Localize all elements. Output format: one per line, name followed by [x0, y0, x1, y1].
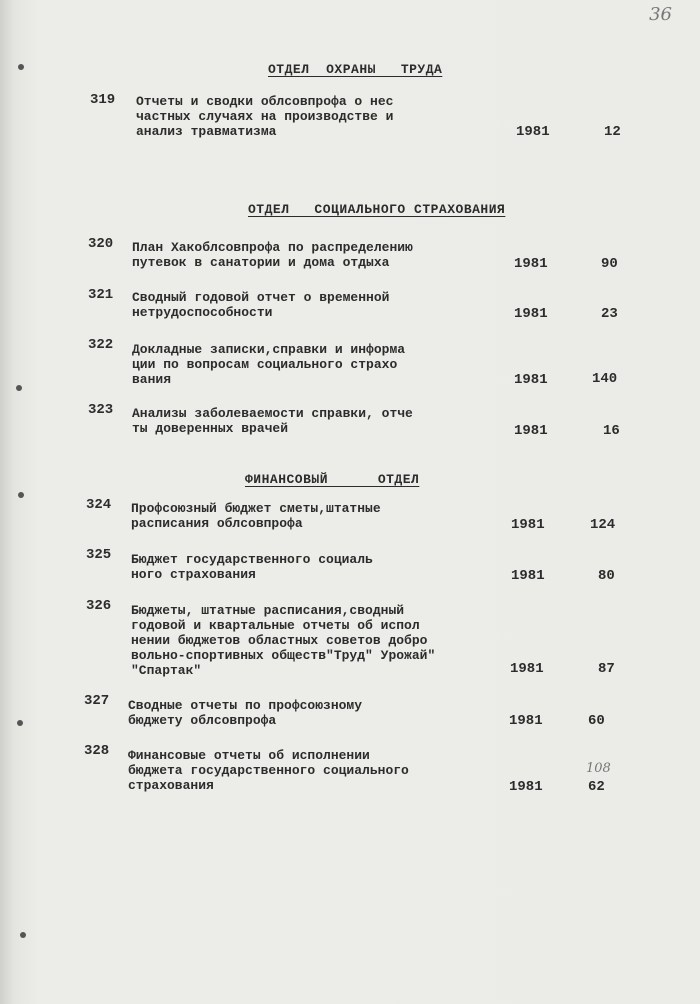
- entry-year: 1981: [511, 568, 545, 584]
- list-item: [0, 598, 700, 678]
- entry-year: 1981: [511, 517, 545, 533]
- entry-number: 327: [84, 693, 110, 709]
- entry-description: Анализы заболеваемости справки, отче ты доверенных врачей: [132, 406, 413, 436]
- section-heading-finance: ФИНАНСОВЫЙ ОТДЕЛ: [245, 472, 420, 487]
- entry-count: 140: [592, 371, 618, 387]
- page-number: 36: [649, 4, 672, 25]
- list-item: [0, 743, 700, 803]
- entry-count: 12: [604, 124, 621, 140]
- entry-count: 60: [588, 713, 605, 729]
- entry-count: 62: [588, 779, 605, 795]
- entry-count: 16: [603, 423, 620, 439]
- entry-description: Финансовые отчеты об исполнении бюджета государственного социального страхования: [128, 748, 409, 793]
- entry-year: 1981: [509, 779, 543, 795]
- section-heading-social-insurance: ОТДЕЛ СОЦИАЛЬНОГО СТРАХОВАНИЯ: [248, 202, 506, 217]
- entry-number: 328: [84, 743, 110, 759]
- entry-year: 1981: [514, 372, 548, 388]
- entry-count: 23: [601, 306, 618, 322]
- entry-description: Сводные отчеты по профсоюзному бюджету облсовпрофа: [128, 698, 363, 728]
- entry-number: 319: [90, 92, 116, 108]
- hole-punch-mark: [20, 932, 26, 938]
- entry-count: 80: [598, 568, 615, 584]
- entry-number: 322: [88, 337, 114, 353]
- entry-year: 1981: [516, 124, 550, 140]
- entry-count: 87: [598, 661, 615, 677]
- handwritten-annotation: 108: [586, 761, 611, 776]
- list-item: [0, 337, 700, 397]
- entry-description: Докладные записки,справки и информа ции по вопросам социального страхо вания: [132, 342, 406, 387]
- entry-description: Сводный годовой отчет о временной нетрудоспособности: [132, 290, 390, 320]
- entry-year: 1981: [514, 256, 548, 272]
- list-item: [0, 402, 700, 462]
- entry-description: Профсоюзный бюджет сметы,штатные расписания облсовпрофа: [131, 501, 381, 531]
- entry-count: 124: [590, 517, 616, 533]
- entry-number: 321: [88, 287, 114, 303]
- entry-number: 325: [86, 547, 112, 563]
- entry-year: 1981: [514, 423, 548, 439]
- entry-description: Бюджеты, штатные расписания,сводный годовой и квартальные отчеты об испол нении бюджетов областных советов добро вольно-спортивных обществ"Труд" Урожай" "Спартак": [131, 603, 436, 678]
- list-item: [0, 92, 700, 152]
- entry-year: 1981: [509, 713, 543, 729]
- entry-number: 320: [88, 236, 114, 252]
- entry-number: 326: [86, 598, 112, 614]
- entry-count: 90: [601, 256, 618, 272]
- entry-year: 1981: [514, 306, 548, 322]
- entry-description: План Хакоблсовпрофа по распределению путевок в санатории и дома отдыха: [132, 240, 413, 270]
- entry-number: 323: [88, 402, 114, 418]
- section-heading-labor-protection: ОТДЕЛ ОХРАНЫ ТРУДА: [268, 62, 443, 77]
- entry-description: Бюджет государственного социаль ного страхования: [131, 552, 373, 582]
- entry-description: Отчеты и сводки облсовпрофа о нес частных случаях на производстве и анализ травматизма: [136, 94, 394, 139]
- entry-year: 1981: [510, 661, 544, 677]
- hole-punch-mark: [18, 64, 24, 70]
- entry-number: 324: [86, 497, 112, 513]
